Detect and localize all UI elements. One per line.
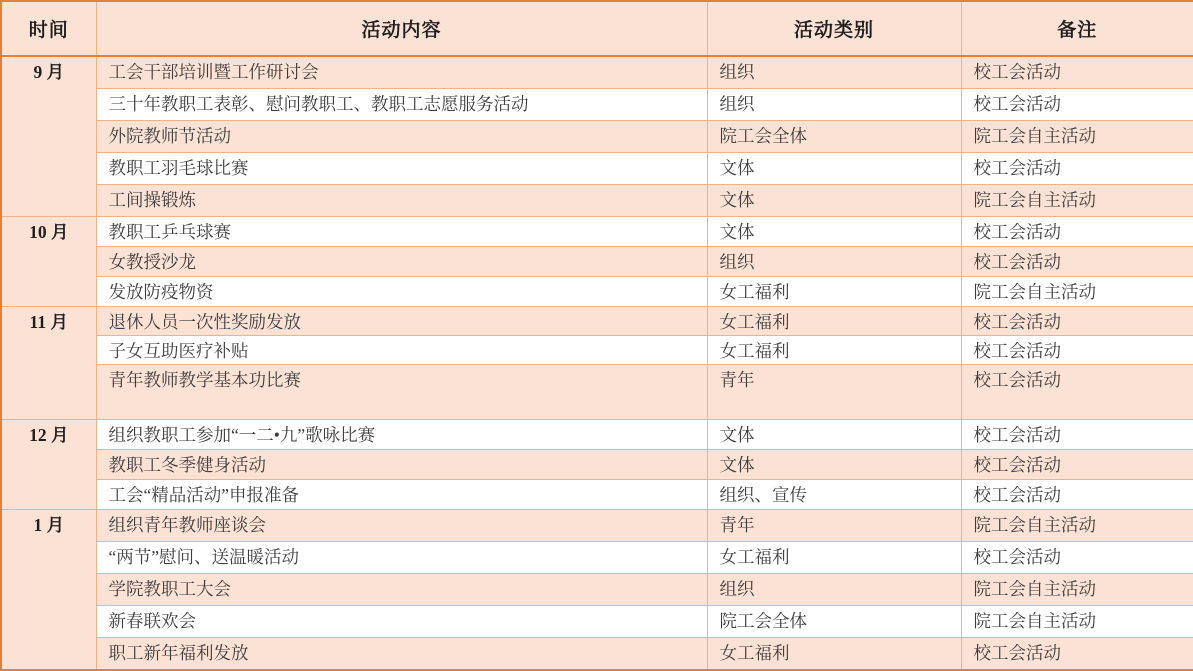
table-header-row	[1, 1, 1193, 56]
cell-activity-category: 文体	[707, 420, 961, 450]
cell-activity-content: 工会“精品活动”申报准备	[96, 480, 707, 510]
header-remarks: 备注	[961, 1, 1193, 56]
cell-remark: 校工会活动	[961, 335, 1193, 364]
table-row	[1, 88, 1193, 120]
cell-activity-content: 新春联欢会	[96, 606, 707, 638]
header-time: 时间	[1, 1, 96, 56]
cell-remark: 校工会活动	[961, 216, 1193, 246]
cell-month: 11 月	[1, 306, 96, 419]
cell-remark: 校工会活动	[961, 364, 1193, 419]
cell-activity-content: 工会干部培训暨工作研讨会	[96, 56, 707, 88]
cell-activity-category: 女工福利	[707, 276, 961, 306]
cell-activity-content: 外院教师节活动	[96, 120, 707, 152]
cell-remark: 校工会活动	[961, 542, 1193, 574]
cell-activity-content: 教职工冬季健身活动	[96, 450, 707, 480]
cell-month: 10 月	[1, 216, 96, 306]
cell-month: 9 月	[1, 56, 96, 216]
header-activity-content: 活动内容	[96, 1, 707, 56]
cell-activity-category: 青年	[707, 510, 961, 542]
table-row	[1, 56, 1193, 88]
cell-remark: 院工会自主活动	[961, 184, 1193, 216]
header-activity-category: 活动类别	[707, 1, 961, 56]
cell-activity-category: 文体	[707, 450, 961, 480]
cell-activity-content: 三十年教职工表彰、慰问教职工、教职工志愿服务活动	[96, 88, 707, 120]
table-row	[1, 450, 1193, 480]
cell-activity-category: 青年	[707, 364, 961, 419]
cell-activity-category: 组织	[707, 574, 961, 606]
cell-activity-content: 组织教职工参加“一二•九”歌咏比赛	[96, 420, 707, 450]
cell-remark: 校工会活动	[961, 450, 1193, 480]
table-row	[1, 276, 1193, 306]
cell-activity-content: 组织青年教师座谈会	[96, 510, 707, 542]
cell-remark: 院工会自主活动	[961, 120, 1193, 152]
table-row	[1, 306, 1193, 335]
cell-activity-category: 组织	[707, 88, 961, 120]
table-row	[1, 184, 1193, 216]
table-row	[1, 574, 1193, 606]
cell-activity-category: 女工福利	[707, 638, 961, 670]
cell-activity-category: 女工福利	[707, 335, 961, 364]
table-row	[1, 364, 1193, 419]
table-row	[1, 510, 1193, 542]
table-row	[1, 120, 1193, 152]
cell-remark: 校工会活动	[961, 306, 1193, 335]
cell-activity-category: 院工会全体	[707, 120, 961, 152]
cell-activity-category: 女工福利	[707, 542, 961, 574]
cell-activity-content: 学院教职工大会	[96, 574, 707, 606]
cell-activity-content: 退休人员一次性奖励发放	[96, 306, 707, 335]
cell-remark: 校工会活动	[961, 246, 1193, 276]
cell-activity-content: 青年教师教学基本功比赛	[96, 364, 707, 419]
cell-activity-category: 文体	[707, 184, 961, 216]
cell-activity-category: 组织、宣传	[707, 480, 961, 510]
cell-activity-category: 文体	[707, 216, 961, 246]
table-row	[1, 246, 1193, 276]
table-row	[1, 152, 1193, 184]
cell-activity-category: 组织	[707, 56, 961, 88]
cell-remark: 院工会自主活动	[961, 510, 1193, 542]
table-row	[1, 480, 1193, 510]
cell-activity-category: 院工会全体	[707, 606, 961, 638]
cell-activity-content: 女教授沙龙	[96, 246, 707, 276]
table-row	[1, 542, 1193, 574]
cell-remark: 校工会活动	[961, 638, 1193, 670]
cell-remark: 院工会自主活动	[961, 574, 1193, 606]
table-row	[1, 638, 1193, 670]
cell-remark: 校工会活动	[961, 56, 1193, 88]
cell-remark: 校工会活动	[961, 480, 1193, 510]
cell-activity-content: 教职工乒乓球赛	[96, 216, 707, 246]
cell-remark: 院工会自主活动	[961, 276, 1193, 306]
table-row	[1, 216, 1193, 246]
cell-remark: 校工会活动	[961, 152, 1193, 184]
table-row	[1, 420, 1193, 450]
table-row	[1, 606, 1193, 638]
cell-activity-content: 子女互助医疗补贴	[96, 335, 707, 364]
cell-remark: 院工会自主活动	[961, 606, 1193, 638]
cell-activity-content: 职工新年福利发放	[96, 638, 707, 670]
cell-activity-content: 工间操锻炼	[96, 184, 707, 216]
table-body	[1, 56, 1193, 670]
table-row	[1, 335, 1193, 364]
cell-activity-category: 女工福利	[707, 306, 961, 335]
cell-month: 12 月	[1, 420, 96, 510]
cell-month: 1 月	[1, 510, 96, 670]
cell-remark: 校工会活动	[961, 88, 1193, 120]
cell-remark: 校工会活动	[961, 420, 1193, 450]
cell-activity-content: 发放防疫物资	[96, 276, 707, 306]
cell-activity-category: 文体	[707, 152, 961, 184]
cell-activity-content: “两节”慰问、送温暖活动	[96, 542, 707, 574]
cell-activity-category: 组织	[707, 246, 961, 276]
cell-activity-content: 教职工羽毛球比赛	[96, 152, 707, 184]
